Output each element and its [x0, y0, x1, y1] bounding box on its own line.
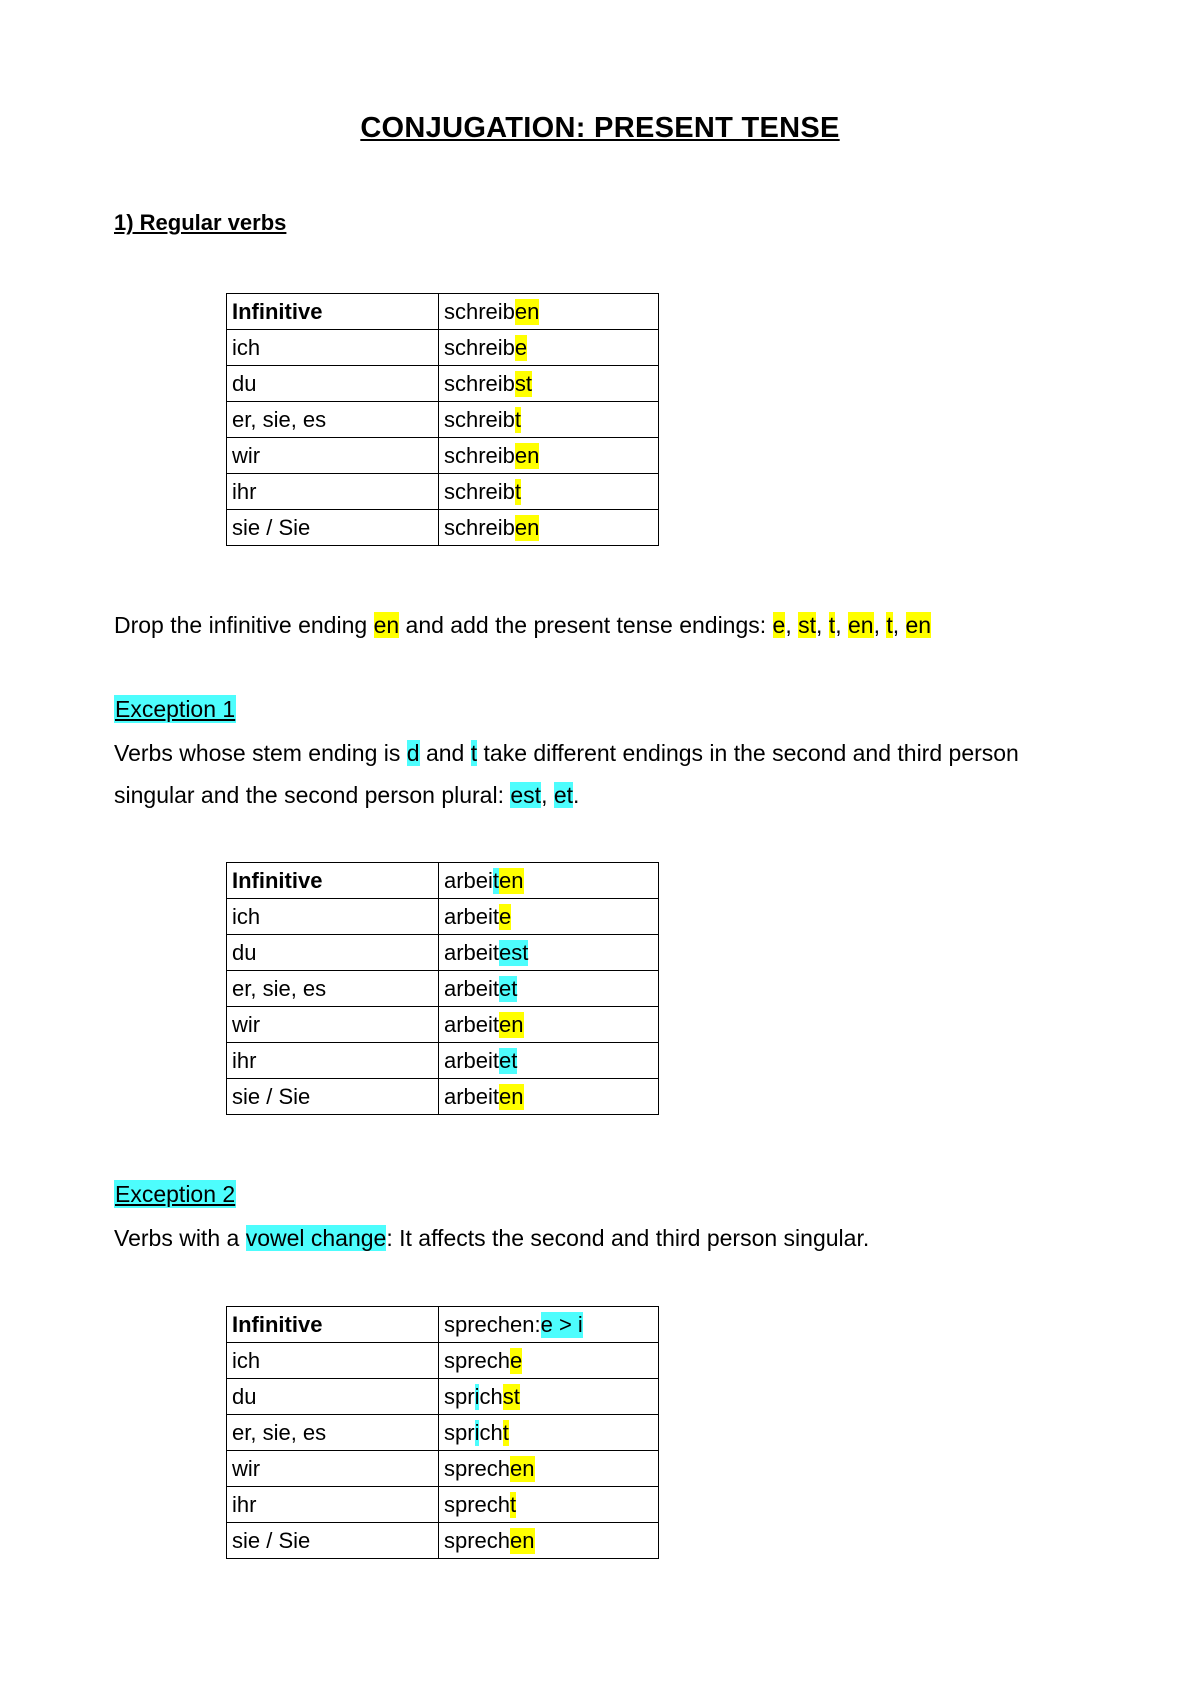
verb-segment: ch [479, 1383, 503, 1409]
exception-2-label: Exception 2 [115, 1181, 236, 1207]
verb-form-cell [439, 971, 659, 1007]
verb-segment: sprech [444, 1347, 511, 1373]
verb-form-cell [439, 1043, 659, 1079]
verb-segment: arbeit [444, 1047, 500, 1073]
highlighted-verb-segment: en [510, 1455, 535, 1481]
highlighted-text-segment: vowel change [245, 1225, 387, 1251]
highlighted-verb-segment: st [514, 370, 533, 396]
verb-segment: ch [479, 1419, 503, 1445]
highlighted-verb-segment: e [510, 1347, 523, 1373]
highlighted-verb-segment: et [499, 1047, 518, 1073]
verb-segment: schreib [444, 514, 515, 540]
highlighted-verb-segment: i [474, 1383, 480, 1409]
verb-form-cell [439, 510, 659, 546]
verb-form-cell [439, 474, 659, 510]
table-row [227, 366, 659, 402]
highlighted-text-segment: en [373, 612, 400, 638]
table-row [227, 1079, 659, 1115]
highlighted-text-segment: est [510, 782, 542, 808]
table-row [227, 1007, 659, 1043]
table-row [227, 1307, 659, 1343]
verb-segment: arbei [444, 867, 493, 893]
verb-segment: spr [444, 1419, 475, 1445]
exception-1-text-line-2 [114, 774, 579, 816]
pronoun-cell: du [227, 366, 439, 402]
highlighted-text-segment: d [406, 740, 420, 766]
pronoun-cell: er, sie, es [227, 971, 439, 1007]
text-segment: , [892, 612, 906, 638]
highlighted-verb-segment: en [514, 298, 540, 324]
table-row [227, 330, 659, 366]
table-row [227, 863, 659, 899]
verb-form-cell [439, 366, 659, 402]
verb-form-cell [439, 438, 659, 474]
verb-segment: sprechen: [444, 1311, 541, 1337]
text-segment: . [573, 782, 580, 808]
pronoun-cell: ihr [227, 1043, 439, 1079]
pronoun-cell: ich [227, 1343, 439, 1379]
verb-segment: sprech [444, 1455, 511, 1481]
verb-segment: schreib [444, 334, 515, 360]
exception-2-text [114, 1217, 869, 1259]
table-row [227, 1043, 659, 1079]
verb-segment: schreib [444, 406, 515, 432]
text-segment: Drop the infinitive ending [114, 612, 374, 638]
pronoun-cell: wir [227, 1007, 439, 1043]
pronoun-cell: ich [227, 899, 439, 935]
pronoun-cell: du [227, 1379, 439, 1415]
pronoun-cell: ihr [227, 1487, 439, 1523]
highlighted-verb-segment: en [514, 442, 540, 468]
highlighted-verb-segment: en [510, 1527, 535, 1553]
table-row [227, 1415, 659, 1451]
pronoun-cell: sie / Sie [227, 1523, 439, 1559]
table-row [227, 1343, 659, 1379]
exception-1-label: Exception 1 [115, 696, 236, 722]
highlighted-text-segment: t [828, 612, 836, 638]
text-segment: , [835, 612, 848, 638]
verb-form-cell [439, 935, 659, 971]
highlighted-verb-segment: st [502, 1383, 520, 1409]
verb-form-cell [439, 1343, 659, 1379]
table-row [227, 935, 659, 971]
table-row [227, 1523, 659, 1559]
pronoun-cell: wir [227, 438, 439, 474]
text-segment: , [873, 612, 887, 638]
infinitive-form-cell [439, 863, 659, 899]
pronoun-cell: sie / Sie [227, 510, 439, 546]
verb-segment: schreib [444, 442, 515, 468]
text-segment: , [541, 782, 554, 808]
infinitive-label-cell: Infinitive [227, 1307, 439, 1343]
table-row [227, 971, 659, 1007]
verb-form-cell [439, 1451, 659, 1487]
highlighted-verb-segment: est [499, 939, 529, 965]
verb-segment: spr [444, 1383, 475, 1409]
regular-verbs-note [114, 604, 931, 646]
highlighted-text-segment: e [772, 612, 786, 638]
text-segment: , [785, 612, 799, 638]
verb-form-cell [439, 1487, 659, 1523]
verb-segment: arbeit [444, 975, 500, 1001]
highlighted-text-segment: et [553, 782, 574, 808]
text-segment: and [419, 740, 471, 766]
highlighted-verb-segment: en [499, 867, 524, 893]
text-segment: take different endings in the second and third person [477, 740, 1019, 766]
verb-form-cell [439, 1007, 659, 1043]
verb-segment: arbeit [444, 1083, 500, 1109]
text-segment: singular and the second person plural: [114, 782, 511, 808]
highlighted-text-segment: en [905, 612, 932, 638]
pronoun-cell: du [227, 935, 439, 971]
infinitive-form-cell [439, 1307, 659, 1343]
conjugation-table-exception-2 [226, 1306, 659, 1559]
table-row [227, 510, 659, 546]
conjugation-table-regular [226, 293, 659, 546]
verb-form-cell [439, 1523, 659, 1559]
highlighted-text-segment: t [470, 740, 478, 766]
verb-segment: sprech [444, 1491, 511, 1517]
highlighted-verb-segment: en [499, 1011, 524, 1037]
highlighted-text-segment: en [847, 612, 874, 638]
pronoun-cell: er, sie, es [227, 1415, 439, 1451]
highlighted-text-segment: st [798, 612, 817, 638]
verb-segment: schreib [444, 478, 515, 504]
highlighted-verb-segment: t [514, 406, 522, 432]
highlighted-verb-segment: t [514, 478, 522, 504]
verb-segment: arbeit [444, 939, 500, 965]
verb-segment: schreib [444, 370, 515, 396]
pronoun-cell: ich [227, 330, 439, 366]
highlighted-verb-segment: e > i [540, 1311, 583, 1337]
infinitive-form-cell [439, 294, 659, 330]
verb-segment: sprech [444, 1527, 511, 1553]
highlighted-verb-segment: t [492, 867, 500, 893]
highlighted-verb-segment: en [499, 1083, 524, 1109]
table-row [227, 294, 659, 330]
highlighted-verb-segment: e [499, 903, 512, 929]
highlighted-verb-segment: t [510, 1491, 517, 1517]
verb-form-cell [439, 1415, 659, 1451]
highlighted-verb-segment: et [499, 975, 518, 1001]
verb-form-cell [439, 402, 659, 438]
table-row [227, 1487, 659, 1523]
verb-segment: schreib [444, 298, 515, 324]
verb-segment: arbeit [444, 1011, 500, 1037]
table-row [227, 1379, 659, 1415]
table-row [227, 438, 659, 474]
verb-form-cell [439, 330, 659, 366]
highlighted-verb-segment: en [514, 514, 540, 540]
pronoun-cell: ihr [227, 474, 439, 510]
infinitive-label-cell: Infinitive [227, 863, 439, 899]
verb-form-cell [439, 1379, 659, 1415]
text-segment: Verbs whose stem ending is [114, 740, 407, 766]
pronoun-cell: er, sie, es [227, 402, 439, 438]
infinitive-label-cell: Infinitive [227, 294, 439, 330]
text-segment: : It affects the second and third person singular. [386, 1225, 870, 1251]
text-segment: , [816, 612, 829, 638]
section-heading-regular-verbs: 1) Regular verbs [114, 210, 287, 235]
text-segment: Verbs with a [114, 1225, 246, 1251]
highlighted-text-segment: t [886, 612, 893, 638]
page-title: CONJUGATION: PRESENT TENSE [360, 112, 840, 144]
conjugation-table-exception-1 [226, 862, 659, 1115]
pronoun-cell: wir [227, 1451, 439, 1487]
exception-1-text-line-1 [114, 732, 1019, 774]
table-row [227, 1451, 659, 1487]
verb-form-cell [439, 899, 659, 935]
table-row [227, 402, 659, 438]
table-row [227, 474, 659, 510]
verb-segment: arbeit [444, 903, 500, 929]
highlighted-verb-segment: i [474, 1419, 480, 1445]
highlighted-verb-segment: e [514, 334, 528, 360]
table-row [227, 899, 659, 935]
text-segment: and add the present tense endings: [399, 612, 773, 638]
verb-form-cell [439, 1079, 659, 1115]
highlighted-verb-segment: t [502, 1419, 509, 1445]
pronoun-cell: sie / Sie [227, 1079, 439, 1115]
